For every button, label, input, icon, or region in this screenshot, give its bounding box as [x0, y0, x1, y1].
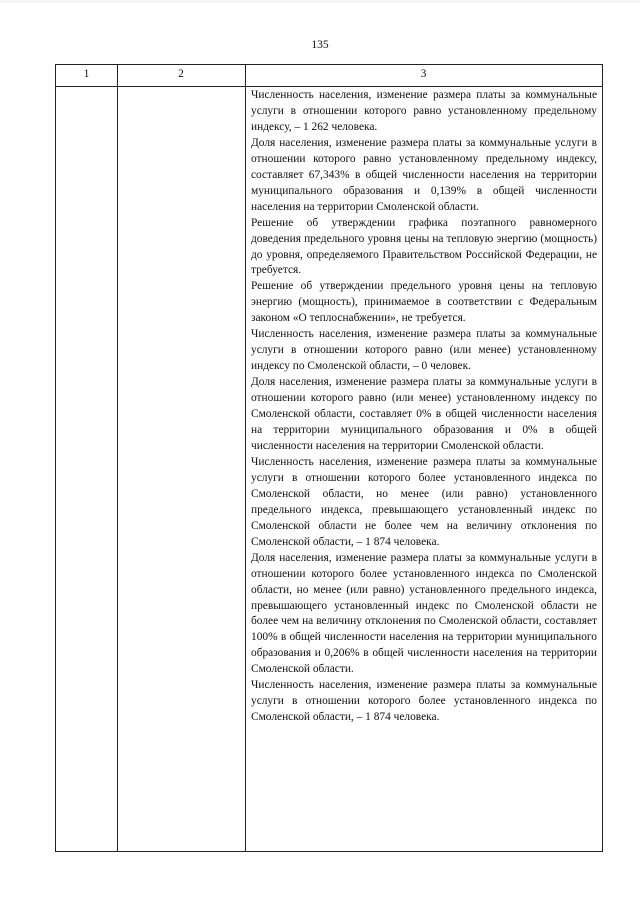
paragraph-share-equal-limit: Доля населения, изменение размера платы за коммунальные услуги в отношении которого равно установленному предельному индексу, составляет 67,343% в общей численности населения на территории муниципального образования и 0,139% в общей численности населения на территории Смоленской области. [251, 136, 597, 213]
top-edge-rule [0, 0, 640, 3]
column-3-content [251, 88, 597, 726]
paragraph-population-more-than-index: Численность населения, изменение размера платы за коммунальные услуги в отношении которого более установленного индекса по Смоленской области, – 1 874 человека. [251, 679, 597, 724]
paragraph-population-above-index: Численность населения, изменение размера платы за коммунальные услуги в отношении которого более установленного индекса по Смоленской области, но менее (или равно) установленного предельного индекса, превышающего установленный индекс по Смоленской области не более чем на величину отклонения по Смоленской области, – 1 874 человека. [251, 455, 597, 548]
paragraph-price-level-decision: Решение об утверждении предельного уровня цены на тепловую энергию (мощность), принимаемое в соответствии с Федеральным законом «О теплоснабжении», не требуется. [251, 280, 597, 325]
column-divider-1 [117, 65, 118, 851]
column-header-1: 1 [83, 68, 90, 80]
paragraph-schedule-decision: Решение об утверждении графика поэтапного равномерного доведения предельного уровня цены на тепловую энергию (мощность) до уровня, определяемого Правительством Российской Федерации, не требуется. [251, 216, 597, 277]
page-number: 135 [311, 39, 329, 51]
paragraph-population-equal-limit: Численность населения, изменение размера платы за коммунальные услуги в отношении которого равно установленному предельному индексу, – 1 262 человека. [251, 89, 597, 133]
column-header-3: 3 [420, 68, 427, 80]
paragraph-share-above-index: Доля населения, изменение размера платы за коммунальные услуги в отношении которого более установленного индекса по Смоленской области, но менее (или равно) установленного предельного индекса, превышающего установленный индекс по Смоленской области не более чем на величину отклонения по Смоленской области, составляет 100% в общей численности населения на территории муниципального образования и 0,206% в общей численности населения на территории Смоленской области. [251, 551, 597, 676]
document-table [55, 64, 603, 852]
column-header-2: 2 [178, 68, 184, 80]
paragraph-population-equal-or-less: Численность населения, изменение размера платы за коммунальные услуги в отношении которого равно (или менее) установленному индексу по Смоленской области, – 0 человек. [251, 328, 597, 373]
column-divider-2 [245, 65, 246, 851]
header-divider [56, 86, 602, 87]
paragraph-share-equal-or-less: Доля населения, изменение размера платы за коммунальные услуги в отношении которого равно (или менее) установленному индексу по Смоленской области, составляет 0% в общей численности населения на территории муниципального образования и 0% в общей численности населения на территории Смоленской области. [251, 376, 597, 452]
